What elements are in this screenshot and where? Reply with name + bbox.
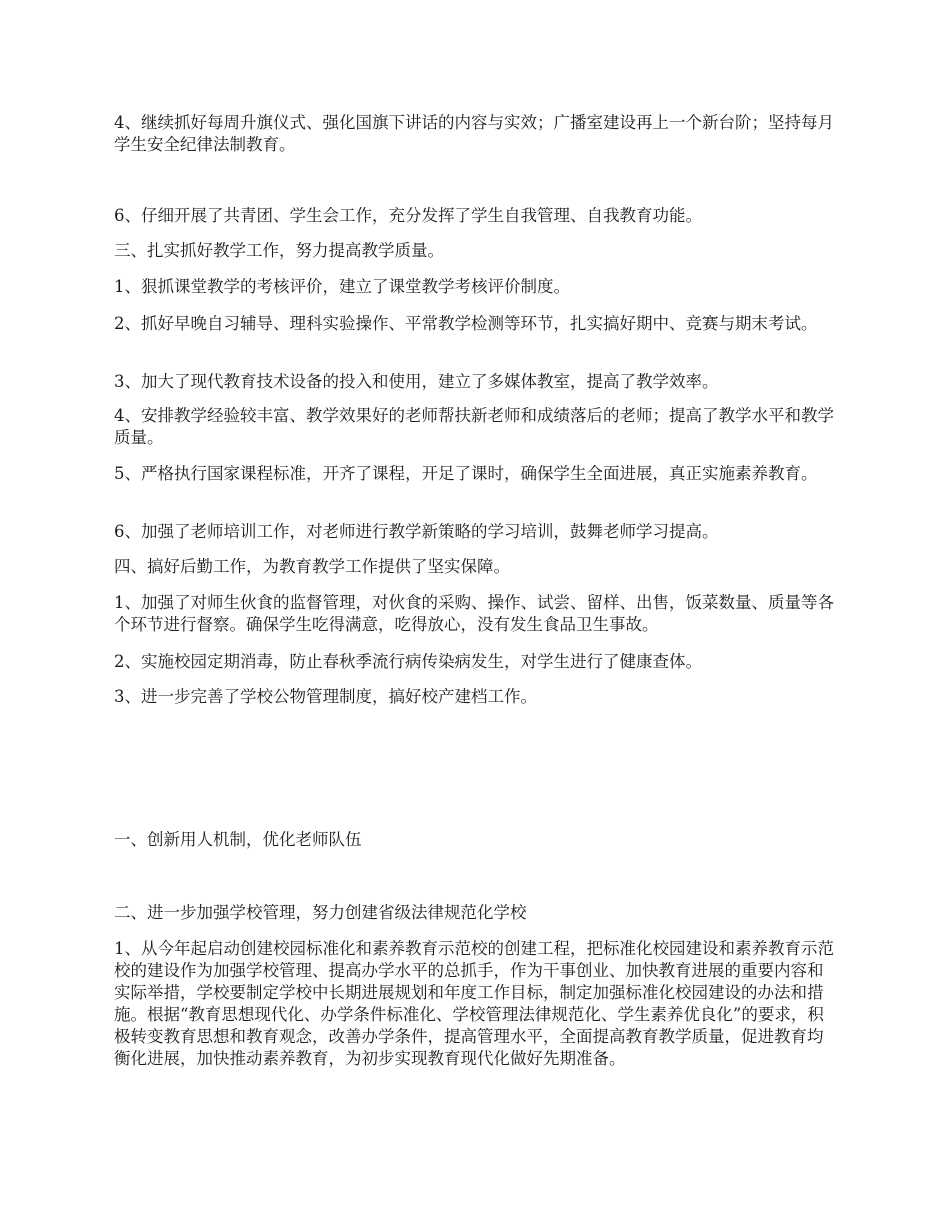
section-heading-1: 一、创新用人机制，优化老师队伍 [114,830,362,849]
section-heading-2: 二、进一步加强学校管理，努力创建省级法律规范化学校 [114,903,527,922]
paragraph-teaching-4: 4、安排教学经验较丰富、教学效果好的老师帮扶新老师和成绩落后的老师；提高了教学水平和教学质量。 [114,406,834,447]
paragraph-teaching-6: 6、加强了老师培训工作，对老师进行教学新策略的学习培训，鼓舞老师学习提高。 [114,522,719,541]
paragraph-teaching-1: 1、狠抓课堂教学的考核评价，建立了课堂教学考核评价制度。 [114,277,570,296]
paragraph-item-4-flag-ceremony: 4、继续抓好每周升旗仪式、强化国旗下讲话的内容与实效；广播室建设再上一个新台阶；坚持每月学生安全纪律法制教育。 [114,113,834,154]
paragraph-teaching-5: 5、严格执行国家课程标准，开齐了课程，开足了课时，确保学生全面进展，真正实施素养教育。 [114,464,818,483]
section-heading-3: 三、扎实抓好教学工作，努力提高教学质量。 [114,241,444,260]
paragraph-teaching-2: 2、抓好早晚自习辅导、理科实验操作、平常教学检测等环节，扎实搞好期中、竞赛与期末考试。 [114,314,818,333]
paragraph-item-6-youth-league: 6、仔细开展了共青团、学生会工作，充分发挥了学生自我管理、自我教育功能。 [114,206,702,225]
paragraph-logistics-2: 2、实施校园定期消毒，防止春秋季流行病传染病发生，对学生进行了健康查体。 [114,652,702,671]
section-heading-4: 四、搞好后勤工作，为教育教学工作提供了坚实保障。 [114,557,510,576]
paragraph-teaching-3: 3、加大了现代教育技术设备的投入和使用，建立了多媒体教室，提高了教学效率。 [114,372,719,391]
paragraph-logistics-1: 1、加强了对师生伙食的监督管理，对伙食的采购、操作、试尝、留样、出售，饭菜数量、质量等各个环节进行督察。确保学生吃得满意，吃得放心，没有发生食品卫生事故。 [114,593,834,634]
paragraph-management-1: 1、从今年起启动创建校园标准化和素养教育示范校的创建工程，把标准化校园建设和素养教育示范校的建设作为加强学校管理、提高办学水平的总抓手，作为干事创业、加快教育进展的重要内容和实际举措，学校要制定学校中长期进展规划和年度工作目标，制定加强标准化校园建设的办法和措施。根据“教育思想现代化、办学条件标准化、学校管理法律规范化、学生素养优良化”的要求，积极转变教育思想和教育观念，改善办学条件，提高管理水平，全面提高教育教学质量，促进教育均衡化进展，加快推动素养教育，为初步实现教育现代化做好先期准备。 [114,939,834,1068]
paragraph-logistics-3: 3、进一步完善了学校公物管理制度，搞好校产建档工作。 [114,687,537,706]
